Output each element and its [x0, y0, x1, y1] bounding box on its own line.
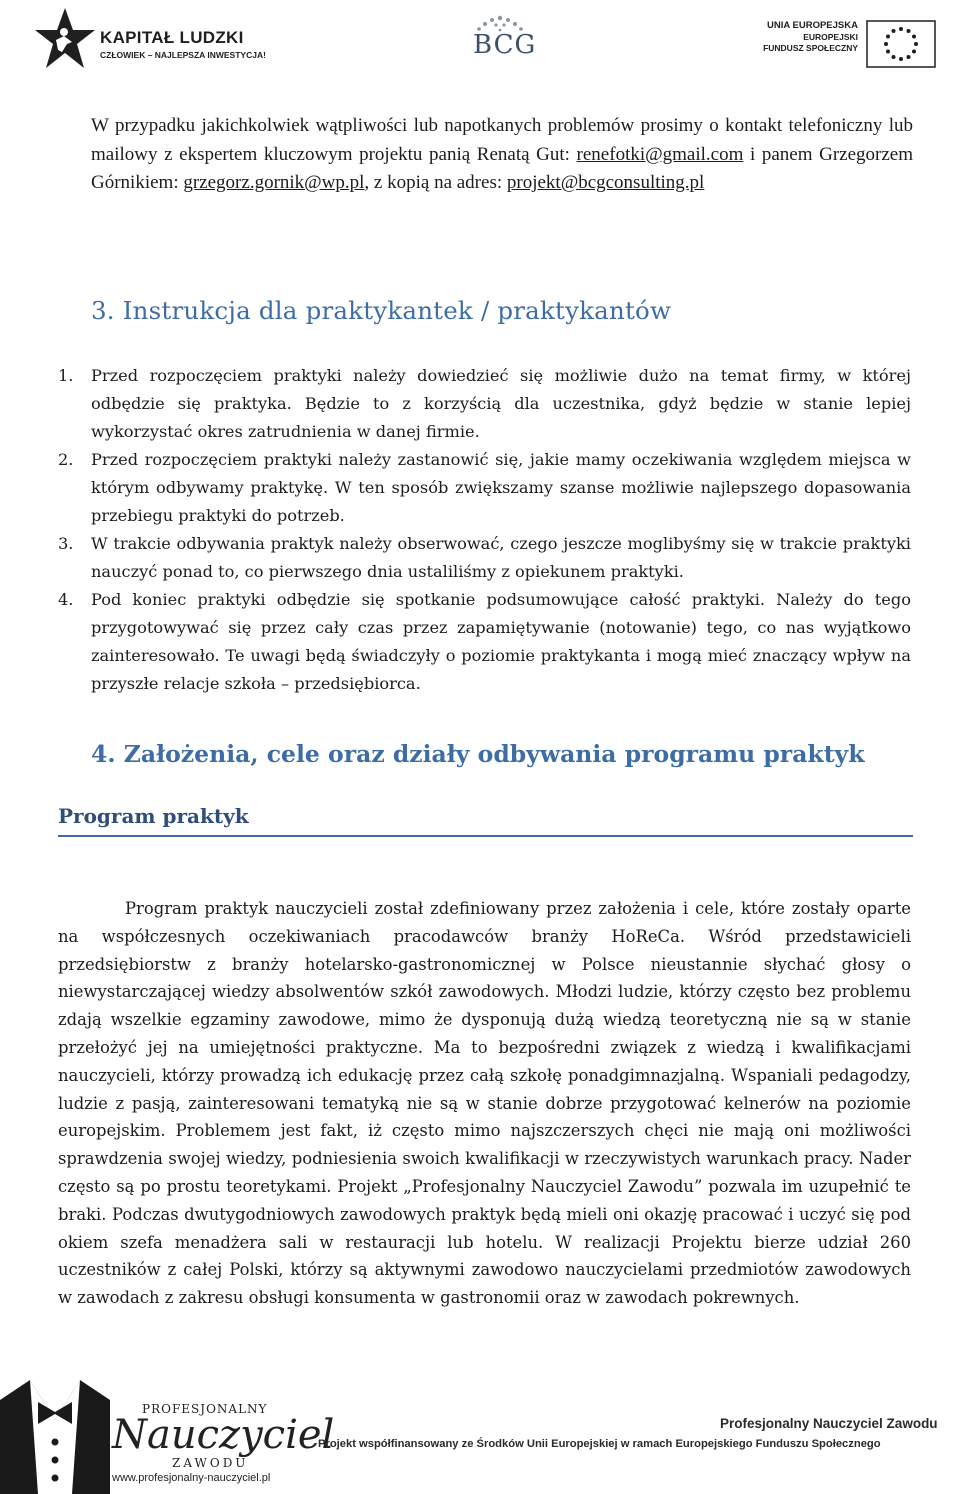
logo-website: www.profesjonalny-nauczyciel.pl: [112, 1472, 271, 1484]
contact-text-2: i panem Grzegorzem Górnikiem:: [91, 143, 914, 193]
email-link-renata[interactable]: renefotki@gmail.com: [576, 143, 744, 165]
logo-top-text: PROFESJONALNY: [142, 1402, 268, 1416]
list-item: [58, 586, 911, 698]
email-link-grzegorz[interactable]: grzegorz.gornik@wp.pl: [183, 172, 365, 193]
list-item-text: W trakcie odbywania praktyk należy obserwować, czego jeszcze moglibyśmy się w trakcie praktyki nauczyć ponad to, co pierwszego dnia ustaliliśmy z opiekunem praktyki.: [91, 534, 911, 581]
footer-title: Profesjonalny Nauczyciel Zawodu: [720, 1416, 938, 1431]
bcg-wordmark: BCG: [473, 30, 537, 60]
contact-paragraph: [91, 112, 913, 198]
list-item: [58, 530, 911, 586]
list-item-number: 2.: [58, 450, 74, 469]
profesjonalny-nauczyciel-logo: [112, 1402, 335, 1492]
list-item-text: Pod koniec praktyki odbędzie się spotkanie podsumowujące całość praktyki. Należy do tego przygotowywać się przez cały czas przez zapamiętywanie (notowanie) tego, co nas wyjątkowo zainteresowało. Te uwagi będą świadczyły o poziomie praktykanta i mogą mieć znaczący wpływ na przyszłe relacje szkoła – przedsiębiorca.: [91, 590, 911, 693]
section-4-heading: 4. Założenia, cele oraz działy odbywania programu praktyk: [91, 740, 865, 768]
contact-text-3: , z kopią na adres:: [364, 172, 507, 193]
eu-line-3: FUNDUSZ SPOŁECZNY: [763, 43, 858, 53]
list-item-number: 1.: [58, 366, 74, 385]
kapital-ludzki-star-icon: [34, 6, 96, 72]
program-subheading: Program praktyk: [58, 804, 249, 828]
kapital-ludzki-subtitle: CZŁOWIEK – NAJLEPSZA INWESTYCJA!: [100, 50, 266, 60]
logo-script-text: Nauczyciel: [112, 1412, 335, 1458]
eu-logo: [746, 20, 938, 72]
kapital-ludzki-logo: [34, 6, 274, 72]
list-item-text: Przed rozpoczęciem praktyki należy zastanowić się, jakie mamy oczekiwania względem miejsca w którym odbywamy praktykę. W ten sposób zwiększamy szanse możliwie najlepszego dopasowania przebiegu praktyki do potrzeb.: [91, 450, 911, 525]
program-paragraph: Program praktyk nauczycieli został zdefiniowany przez założenia i cele, które zostały oparte na współczesnych oczekiwaniach pracodawców branży HoReCa. Wśród przedstawicieli przedsiębiorstw z branży hotelarsko-gastronomicznej w Polsce nieustannie słychać głosy o niewystarczającej wiedzy absolwentów szkół zawodowych. Młodzi ludzie, którzy często bez problemu zdają wszelkie egzaminy zawodowe, mimo że dysponują dużą wiedzą teoretyczną nie są w stanie przełożyć jej na umiejętności praktyczne. Ma to bezpośredni związek z wiedzą i kwalifikacjami nauczycieli, którzy prowadzą ich edukację przez całą szkołę ponadgimnazjalną. Wspaniali pedagodzy, ludzie z pasją, zainteresowani tematyką nie są w stanie dobrze przygotować kelnerów na poziomie europejskim. Problemem jest fakt, iż często mimo najszczerszych chęci nie mają oni możliwości sprawdzenia swojej wiedzy, podniesienia swoich kwalifikacji w rzeczywistych warunkach pracy. Nader często są po prostu teoretykami. Projekt „Profesjonalny Nauczyciel Zawodu” pozwala im uzupełnić te braki. Podczas dwutygodniowych zawodowych praktyk będą mieli oni okazję pracować i uczyć się pod okiem szefa menadżera sali w restauracji lub hotelu. W realizacji Projektu bierze udział 260 uczestników z całej Polski, którzy są aktywnymi zawodowo nauczycielami przedmiotów zawodowych w zawodach z zakresu obsługi konsumenta w gastronomii oraz w zawodach pokrewnych.: [58, 899, 911, 1308]
list-item: [58, 362, 911, 446]
footer-subtitle: Projekt współfinansowany ze Środków Unii Europejskiej w ramach Europejskiego Funduszu Społecznego: [318, 1438, 881, 1450]
subheading-divider: [58, 835, 913, 837]
page-header: [0, 0, 960, 80]
page-footer: [0, 1380, 960, 1494]
contact-text-1: W przypadku jakichkolwiek wątpliwości lub napotkanych problemów prosimy o kontakt telefoniczny lub mailowy z ekspertem kluczowym projektu panią Renatą Gut:: [91, 115, 913, 165]
eu-text: [763, 20, 858, 54]
logo-bottom-text: ZAWODU: [172, 1456, 249, 1470]
eu-line-2: EUROPEJSKI: [803, 32, 858, 42]
section-3-heading: 3. Instrukcja dla praktykantek / praktykantów: [91, 296, 672, 325]
email-link-project[interactable]: projekt@bcgconsulting.pl: [506, 172, 705, 193]
eu-line-1: UNIA EUROPEJSKA: [767, 20, 858, 31]
eu-flag-icon: [866, 20, 936, 68]
list-item-number: 4.: [58, 590, 74, 609]
bcg-logo: [455, 12, 545, 72]
list-item: [58, 446, 911, 530]
tuxedo-icon: [0, 1380, 110, 1494]
kapital-ludzki-title: KAPITAŁ LUDZKI: [100, 28, 244, 47]
instructions-list: [58, 362, 911, 698]
list-item-text: Przed rozpoczęciem praktyki należy dowiedzieć się możliwie dużo na temat firmy, w której odbędzie się praktyka. Będzie to z korzyścią dla uczestnika, gdyż będzie w stanie lepiej wykorzystać okres zatrudnienia w danej firmie.: [91, 366, 911, 441]
list-item-number: 3.: [58, 534, 74, 553]
